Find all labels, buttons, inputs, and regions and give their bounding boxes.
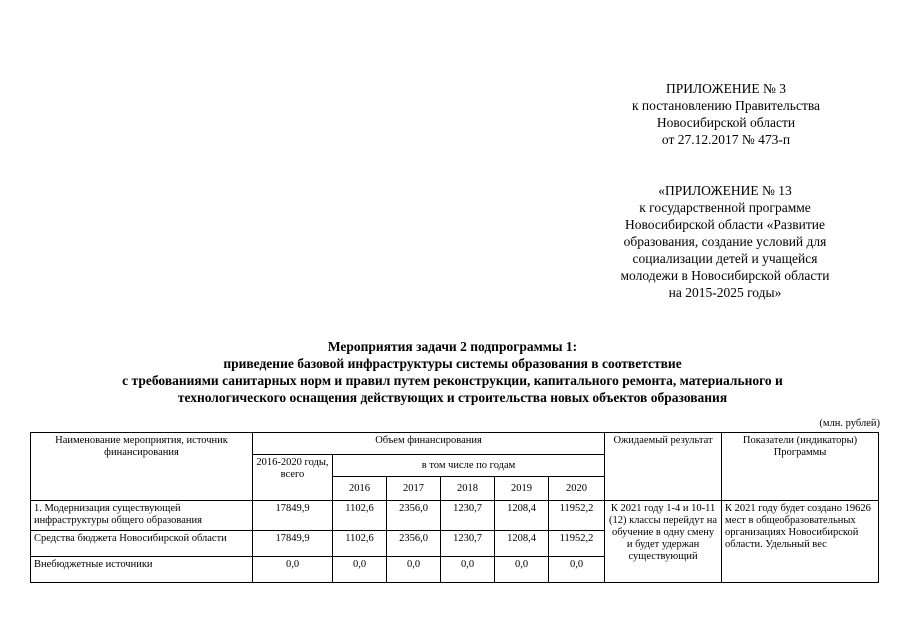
appendix-13-line7: на 2015-2025 годы» — [668, 285, 782, 300]
appendix-13-line5: социализации детей и учащейся — [632, 251, 818, 266]
document-title — [40, 338, 865, 406]
row-total: 17849,9 — [253, 531, 333, 557]
row-name: Внебюджетные источники — [31, 557, 253, 583]
appendix-13-line4: образования, создание условий для — [623, 234, 827, 249]
row-value: 1208,4 — [495, 501, 549, 531]
appendix-13-line3: Новосибирской области «Развитие — [625, 217, 825, 232]
header-year: 2017 — [387, 477, 441, 501]
row-value: 0,0 — [495, 557, 549, 583]
title-line3: с требованиями санитарных норм и правил путем реконструкции, капитального ремонта, материального и — [122, 373, 783, 388]
row-value: 1102,6 — [333, 501, 387, 531]
table-row — [31, 501, 879, 531]
row-value: 11952,2 — [549, 501, 605, 531]
appendix-13-line2: к государственной программе — [639, 200, 811, 215]
appendix-13-line6: молодежи в Новосибирской области — [620, 268, 830, 283]
row-value: 1208,4 — [495, 531, 549, 557]
header-total: 2016-2020 годы, всего — [253, 455, 333, 501]
expected-result-cell: К 2021 году 1-4 и 10-11 (12) классы перейдут на обучение в одну смену и будет удержан существующий — [605, 501, 722, 583]
header-indicators: Показатели (индикаторы) Программы — [722, 433, 879, 501]
title-line2: приведение базовой инфраструктуры системы образования в соответствие — [223, 356, 682, 371]
header-by-years: в том числе по годам — [333, 455, 605, 477]
appendix-13-line1: «ПРИЛОЖЕНИЕ № 13 — [658, 183, 792, 198]
header-year: 2016 — [333, 477, 387, 501]
row-name: Средства бюджета Новосибирской области — [31, 531, 253, 557]
row-value: 1230,7 — [441, 501, 495, 531]
row-value: 0,0 — [441, 557, 495, 583]
row-value: 1102,6 — [333, 531, 387, 557]
header-name: Наименование мероприятия, источник финансирования — [31, 433, 253, 501]
header-year: 2020 — [549, 477, 605, 501]
row-value: 0,0 — [333, 557, 387, 583]
appendix-3-line1: ПРИЛОЖЕНИЕ № 3 — [665, 81, 787, 96]
appendix-13-header — [590, 182, 860, 301]
row-total: 17849,9 — [253, 501, 333, 531]
appendix-3-line4: от 27.12.2017 № 473-п — [661, 132, 791, 147]
units-label: (млн. рублей) — [819, 418, 880, 429]
row-value: 11952,2 — [549, 531, 605, 557]
appendix-3-header — [596, 80, 856, 148]
header-volume: Объем финансирования — [253, 433, 605, 455]
row-value: 1230,7 — [441, 531, 495, 557]
header-year: 2018 — [441, 477, 495, 501]
appendix-3-line3: Новосибирской области — [656, 115, 796, 130]
row-name: 1. Модернизация существующей инфраструктуры общего образования — [31, 501, 253, 531]
indicators-cell: К 2021 году будет создано 19626 мест в общеобразовательных организациях Новосибирской области. Удельный вес — [722, 501, 879, 583]
appendix-3-line2: к постановлению Правительства — [631, 98, 821, 113]
row-value: 0,0 — [549, 557, 605, 583]
title-line1: Мероприятия задачи 2 подпрограммы 1: — [327, 339, 578, 354]
row-total: 0,0 — [253, 557, 333, 583]
row-value: 2356,0 — [387, 531, 441, 557]
financing-table — [30, 432, 879, 583]
row-value: 0,0 — [387, 557, 441, 583]
row-value: 2356,0 — [387, 501, 441, 531]
header-year: 2019 — [495, 477, 549, 501]
title-line4: технологического оснащения действующих и строительства новых объектов образования — [177, 390, 728, 405]
header-result: Ожидаемый результат — [605, 433, 722, 501]
